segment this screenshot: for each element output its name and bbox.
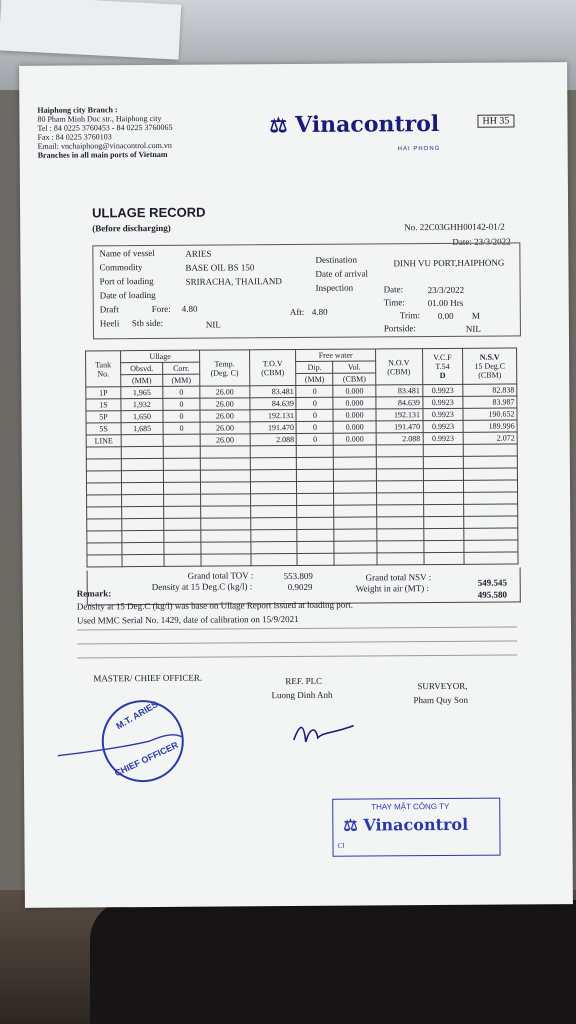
master-label: MASTER/ CHIEF OFFICER. [93, 672, 203, 684]
cell-obsvd: 1,650 [121, 410, 163, 422]
remark-line-2: Used MMC Serial No. 1429, date of calibration on 15/9/2021 [76, 613, 299, 626]
empty-cell [376, 445, 423, 457]
empty-cell [163, 470, 200, 482]
cell-nsv: 82.838 [463, 384, 517, 396]
empty-cell [464, 516, 518, 528]
empty-cell [121, 482, 163, 494]
empty-cell [423, 468, 464, 480]
cell-nov: 191.470 [376, 421, 423, 433]
empty-cell [464, 552, 518, 564]
empty-cell [164, 554, 201, 566]
empty-cell [376, 469, 423, 481]
empty-cell [377, 529, 424, 541]
cell-temp: 26.00 [200, 398, 250, 410]
cell-obsvd [121, 434, 163, 446]
cell-tank: 1P [86, 387, 121, 399]
cell-nov: 2.088 [376, 433, 423, 445]
destination-value: DINH VU PORT,HAIPHONG [393, 257, 505, 269]
empty-cell [86, 483, 121, 495]
empty-cell [423, 444, 464, 456]
empty-cell [297, 493, 334, 505]
empty-cell [297, 457, 334, 469]
vinacontrol-logo [269, 111, 439, 138]
empty-cell [201, 506, 251, 518]
col-nov: N.O.V (CBM) [375, 349, 422, 385]
empty-cell [122, 530, 164, 542]
col-corr: Corr. [163, 362, 200, 374]
empty-cell [122, 494, 164, 506]
cell-corr: 0 [163, 398, 200, 410]
background-paper-stack [0, 0, 181, 60]
fore-value: 4.80 [181, 303, 198, 314]
empty-cell [297, 541, 334, 553]
cell-tov: 83.481 [250, 385, 297, 397]
empty-cell [164, 506, 201, 518]
cell-corr [163, 434, 200, 446]
branch-name: Haiphong city Branch : [37, 105, 118, 115]
empty-cell [163, 482, 200, 494]
empty-cell [251, 541, 298, 553]
stamp-top-text: M.T. ARIES [114, 698, 160, 732]
cell-nsv: 190.652 [463, 408, 517, 420]
document-page [19, 62, 573, 908]
cell-obsvd: 1,965 [121, 386, 163, 398]
document-number: No. 22C03GHH00142-01/2 [404, 221, 505, 233]
cell-tov: 191.470 [250, 421, 297, 433]
cell-dip: 0 [297, 433, 334, 445]
cell-tov: 2.088 [250, 433, 297, 445]
empty-cell [297, 529, 334, 541]
empty-cell [464, 480, 518, 492]
empty-cell [250, 481, 297, 493]
commodity-value: BASE OIL BS 150 [185, 262, 255, 273]
empty-cell [334, 505, 376, 517]
remark-rule [77, 640, 517, 644]
empty-cell [297, 505, 334, 517]
cell-tov: 192.131 [250, 409, 297, 421]
scales-icon: ⚖ [269, 113, 288, 138]
grand-total-tov-label: Grand total TOV : [187, 570, 254, 581]
cell-temp: 26.00 [200, 422, 250, 434]
empty-cell [334, 457, 376, 469]
empty-cell [463, 444, 517, 456]
vessel-value: ARIES [185, 248, 212, 259]
trim-unit: M [471, 310, 480, 321]
empty-cell [423, 552, 464, 564]
cell-vcf: 0.9923 [423, 432, 464, 444]
col-temp: Temp. (Deg. C) [200, 350, 250, 386]
cell-vol: 0.000 [333, 385, 375, 397]
cell-nov: 83.481 [376, 385, 423, 397]
empty-cell [87, 495, 122, 507]
form-code: HH 35 [477, 114, 514, 127]
empty-cell [423, 540, 464, 552]
empty-cell [250, 457, 297, 469]
empty-cell [423, 492, 464, 504]
empty-cell [86, 459, 121, 471]
col-nsv: N.S.V 15 Deg.C (CBM) [463, 348, 517, 384]
empty-cell [86, 471, 121, 483]
unit-dip: (MM) [296, 373, 333, 385]
cell-dip: 0 [296, 397, 333, 409]
insp-date-label: Date: [383, 284, 404, 295]
empty-cell [201, 530, 251, 542]
empty-cell [423, 480, 464, 492]
arrival-label: Date of arrival [315, 268, 369, 279]
empty-cell [376, 493, 423, 505]
logo-subtitle: HAI PHONG [397, 145, 441, 153]
empty-cell [423, 456, 464, 468]
cell-dip: 0 [296, 385, 333, 397]
empty-cell [200, 458, 250, 470]
empty-cell [164, 518, 201, 530]
empty-cell [122, 506, 164, 518]
stamp-heading: THAY MẶT CÔNG TY [371, 801, 450, 812]
commodity-label: Commodity [99, 262, 143, 273]
vessel-label: Name of vessel [99, 247, 155, 259]
stamp-bottom-text: CHIEF OFFICER [113, 739, 180, 779]
vinacontrol-stamp [332, 798, 500, 857]
master-signature [58, 735, 182, 756]
aft-value: 4.80 [311, 306, 328, 317]
scales-icon: ⚖ [343, 815, 358, 835]
document-date: Date: 23/3/2022 [452, 236, 511, 247]
cell-corr: 0 [163, 386, 200, 398]
col-vol: Vol. [333, 361, 375, 373]
empty-cell [250, 445, 297, 457]
empty-cell [334, 469, 376, 481]
draft-label: Draft [99, 304, 119, 315]
empty-cell [201, 554, 251, 566]
grand-total-nsv-label: Grand total NSV : [365, 572, 432, 583]
col-free-water: Free water [296, 349, 375, 362]
col-obsvd: Obsvd. [121, 362, 163, 374]
stb-value: NIL [205, 319, 221, 330]
empty-cell [164, 542, 201, 554]
cell-tank: 1S [86, 399, 121, 411]
branch-tel: Tel : 84 0225 3760453 - 84 0225 3760065 [37, 122, 173, 133]
empty-cell [87, 531, 122, 543]
empty-cell [334, 445, 376, 457]
empty-cell [297, 553, 334, 565]
cell-tank: LINE [86, 435, 121, 447]
ref-label: REF. PLC [285, 675, 323, 687]
empty-cell [377, 541, 424, 553]
empty-cell [201, 518, 251, 530]
cell-vcf: 0.9923 [423, 420, 464, 432]
empty-cell [334, 541, 376, 553]
cell-tank: 5S [86, 423, 121, 435]
ullage-table [85, 347, 519, 567]
stamp-code: CI [337, 841, 345, 850]
insp-date-value: 23/3/2022 [427, 284, 465, 296]
cell-tank: 5P [86, 411, 121, 423]
branch-block [37, 105, 172, 160]
col-tank: Tank No. [86, 351, 121, 387]
col-dip: Dip. [296, 361, 333, 373]
branch-address: 80 Pham Minh Duc str., Haiphong city [37, 113, 162, 124]
empty-cell [87, 555, 122, 567]
cell-vol: 0.000 [333, 409, 375, 421]
empty-cell [463, 456, 517, 468]
inspection-label: Inspection [315, 282, 354, 293]
empty-cell [200, 482, 250, 494]
empty-cell [121, 470, 163, 482]
empty-cell [122, 518, 164, 530]
date-loading-label: Date of loading [99, 289, 156, 301]
cell-temp: 26.00 [200, 434, 250, 446]
empty-cell [464, 540, 518, 552]
empty-cell [201, 542, 251, 554]
empty-cell [122, 554, 164, 566]
logo-text: Vinacontrol [295, 110, 440, 138]
cell-dip: 0 [296, 409, 333, 421]
trim-value: 0.00 [437, 310, 454, 322]
empty-cell [423, 516, 464, 528]
empty-cell [87, 507, 122, 519]
empty-cell [163, 446, 200, 458]
empty-cell [200, 446, 250, 458]
stb-label: Stb side: [131, 317, 164, 329]
empty-cell [121, 458, 163, 470]
empty-cell [250, 505, 297, 517]
empty-cell [250, 517, 297, 529]
empty-cell [377, 517, 424, 529]
empty-cell [251, 529, 298, 541]
empty-cell [334, 517, 376, 529]
empty-cell [334, 529, 376, 541]
empty-cell [297, 481, 334, 493]
empty-cell [163, 458, 200, 470]
col-vcf: V.C.F T.54 D [422, 348, 463, 384]
remark-rule [77, 626, 517, 630]
empty-cell [250, 469, 297, 481]
cell-nov: 192.131 [376, 409, 423, 421]
branch-network: Branches in all main ports of Vietnam [37, 149, 168, 160]
portside-value: NIL [465, 323, 481, 334]
branch-fax: Fax : 84 0225 3760103 [37, 132, 112, 142]
density-value: 0.9029 [287, 581, 313, 593]
empty-cell [423, 504, 464, 516]
grand-total-nsv: 549.545 [477, 577, 507, 588]
empty-cell [87, 543, 122, 555]
fore-label: Fore: [151, 303, 171, 315]
cell-obsvd: 1,932 [121, 398, 163, 410]
unit-vol: (CBM) [333, 373, 375, 385]
empty-cell [121, 446, 163, 458]
empty-cell [297, 469, 334, 481]
empty-cell [87, 519, 122, 531]
col-tov: T.O.V (CBM) [249, 349, 296, 385]
cell-vol: 0.000 [334, 433, 376, 445]
empty-cell [464, 504, 518, 516]
cell-nsv: 2.072 [463, 432, 517, 444]
cell-obsvd: 1,685 [121, 422, 163, 434]
empty-cell [164, 494, 201, 506]
remark-line-1: Density at 15 Deg.C (kg/l) was base on Ullage Report issued at loading port. [76, 599, 354, 612]
empty-cell [200, 470, 250, 482]
cell-vcf: 0.9923 [422, 384, 463, 396]
port-value: SRIRACHA, THAILAND [185, 276, 282, 287]
stamp-brand: Vinacontrol [363, 814, 469, 835]
empty-cell [250, 493, 297, 505]
cell-vol: 0.000 [333, 397, 375, 409]
weight-value: 495.580 [477, 589, 508, 600]
empty-cell [297, 517, 334, 529]
destination-label: Destination [315, 254, 357, 265]
empty-cell [464, 528, 518, 540]
empty-cell [377, 553, 424, 565]
ref-signature [294, 726, 354, 742]
time-label: Time: [383, 297, 405, 308]
empty-cell [164, 530, 201, 542]
weight-label: Weight in air (MT) : [355, 583, 430, 594]
branch-email: Email: vnchaiphong@vinacontrol.com.vn [37, 140, 172, 151]
cell-vcf: 0.9923 [422, 396, 463, 408]
empty-cell [122, 542, 164, 554]
time-value: 01.00 Hrs [427, 297, 464, 309]
aft-label: Aft: [289, 306, 305, 318]
empty-cell [201, 494, 251, 506]
density-label: Density at 15 Deg.C (kg/l) : [151, 581, 253, 593]
empty-cell [376, 481, 423, 493]
empty-row [87, 552, 518, 567]
cell-vcf: 0.9923 [422, 408, 463, 420]
cell-nsv: 83.987 [463, 396, 517, 408]
remark-rule [77, 654, 517, 658]
signatures-svg [54, 703, 384, 765]
cell-vol: 0.000 [333, 421, 375, 433]
document-title: ULLAGE RECORD [92, 204, 206, 221]
stamp-logo [343, 815, 468, 835]
empty-cell [334, 493, 376, 505]
empty-cell [423, 528, 464, 540]
port-label: Port of loading [99, 275, 154, 287]
vessel-info-box [92, 242, 521, 339]
empty-cell [334, 481, 376, 493]
cell-nov: 84.639 [376, 397, 423, 409]
surveyor-label: SURVEYOR, [417, 680, 468, 692]
empty-cell [464, 492, 518, 504]
empty-cell [297, 445, 334, 457]
col-ullage: Ullage [121, 350, 200, 363]
background-dark-object [90, 900, 576, 1024]
unit-corr: (MM) [163, 374, 200, 386]
cell-corr: 0 [163, 422, 200, 434]
grand-total-tov: 553.809 [283, 570, 313, 582]
ref-name: Luong Dinh Anh [271, 689, 333, 701]
remark-label: Remark: [76, 588, 112, 599]
cell-temp: 26.00 [200, 410, 250, 422]
cell-corr: 0 [163, 410, 200, 422]
empty-cell [86, 447, 121, 459]
document-subtitle: (Before discharging) [92, 222, 171, 234]
heel-label: Heeli [99, 318, 120, 329]
unit-obsvd: (MM) [121, 374, 163, 386]
empty-cell [376, 457, 423, 469]
trim-label: Trim: [399, 310, 421, 321]
cell-tov: 84.639 [250, 397, 297, 409]
surveyor-name: Pham Quy Son [413, 694, 469, 706]
empty-cell [464, 468, 518, 480]
cell-nsv: 189.996 [463, 420, 517, 432]
cell-temp: 26.00 [200, 386, 250, 398]
portside-label: Portside: [383, 323, 416, 334]
empty-cell [334, 553, 376, 565]
cell-dip: 0 [296, 421, 333, 433]
empty-cell [251, 553, 298, 565]
empty-cell [376, 505, 423, 517]
